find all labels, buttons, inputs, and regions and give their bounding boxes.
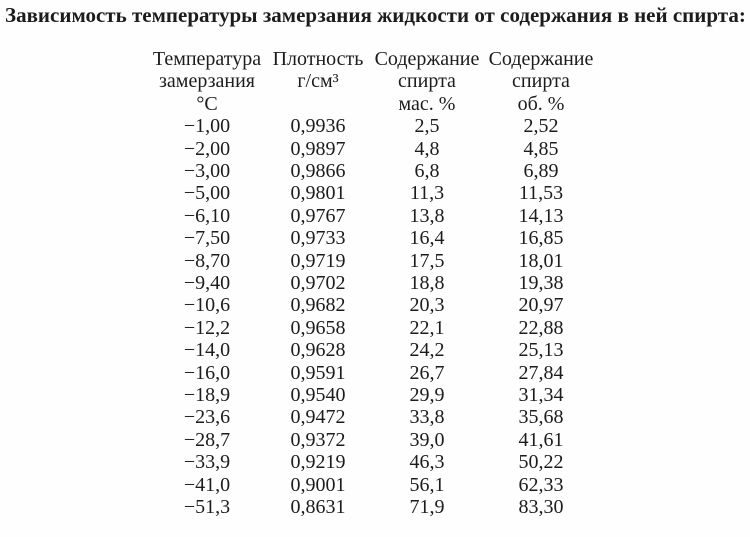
table-cell: −41,0 <box>183 473 231 496</box>
table-cell: −28,7 <box>183 428 231 451</box>
table-cell: 0,9897 <box>290 137 346 160</box>
table-cell: −18,9 <box>183 384 231 407</box>
table-cell: −1,00 <box>183 115 231 138</box>
table-cell: 6,8 <box>414 159 440 182</box>
table-cell: 0,9591 <box>290 361 346 384</box>
table-cell: 20,97 <box>518 294 564 317</box>
table-row <box>150 384 600 406</box>
table-cell: 56,1 <box>409 473 445 496</box>
table-cell: 0,9702 <box>290 272 346 295</box>
table-cell: −14,0 <box>183 339 231 362</box>
table-row <box>150 182 600 204</box>
table-row <box>150 406 600 428</box>
header-line: Содержание <box>374 48 480 70</box>
table-cell: −2,00 <box>183 137 231 160</box>
table-cell: −5,00 <box>183 182 231 205</box>
table-cell: 11,53 <box>518 182 564 205</box>
table-cell: 0,9628 <box>290 339 346 362</box>
table-header <box>150 48 600 115</box>
table-cell: 62,33 <box>518 473 564 496</box>
header-line: Температура <box>152 48 262 70</box>
table-cell: 19,38 <box>518 272 564 295</box>
table-cell: −8,70 <box>183 249 231 272</box>
table-cell: −51,3 <box>183 496 231 519</box>
header-line: замерзания <box>159 70 255 93</box>
table-cell: 31,34 <box>518 384 564 407</box>
table-cell: 0,9001 <box>290 473 346 496</box>
table-header-row <box>150 48 600 115</box>
table-row <box>150 250 600 272</box>
table-cell: 16,85 <box>518 227 564 250</box>
table-row <box>150 496 600 518</box>
header-line: спирта <box>512 70 570 93</box>
table-cell: 33,8 <box>409 406 445 429</box>
table-cell: 4,8 <box>414 137 440 160</box>
table-cell: 39,0 <box>409 428 445 451</box>
header-line: °C <box>196 92 218 115</box>
table-cell: 24,2 <box>409 339 445 362</box>
table-cell: 0,9801 <box>290 182 346 205</box>
table-cell: 0,9540 <box>290 384 346 407</box>
table-row <box>150 362 600 384</box>
table-cell: 2,5 <box>414 115 440 138</box>
header-line: Содержание <box>488 48 594 70</box>
header-line: об. % <box>517 92 565 115</box>
table-cell: −6,10 <box>183 204 231 227</box>
column-header-freezing-temperature <box>150 48 264 115</box>
table-cell: 35,68 <box>518 406 564 429</box>
table-cell: 46,3 <box>409 451 445 474</box>
column-header-alcohol-mass-percent <box>372 48 482 115</box>
table-cell: 22,88 <box>518 316 564 339</box>
table-cell: 0,9733 <box>290 227 346 250</box>
table-cell: 20,3 <box>409 294 445 317</box>
table-cell: 13,8 <box>409 204 445 227</box>
table-row <box>150 429 600 451</box>
table-cell: 83,30 <box>518 496 564 519</box>
table-cell: 41,61 <box>518 428 564 451</box>
table-cell: 0,9936 <box>290 115 346 138</box>
table-cell: −23,6 <box>183 406 231 429</box>
table-cell: 6,89 <box>523 159 559 182</box>
table-cell: 0,8631 <box>290 496 346 519</box>
table-cell: 11,3 <box>409 182 445 205</box>
table-row <box>150 451 600 473</box>
table-cell: 0,9658 <box>290 316 346 339</box>
table-cell: −16,0 <box>183 361 231 384</box>
table-cell: 25,13 <box>518 339 564 362</box>
table-cell: −9,40 <box>183 272 231 295</box>
table-cell: 0,9219 <box>290 451 346 474</box>
table-cell: 4,85 <box>523 137 559 160</box>
table-cell: 0,9682 <box>290 294 346 317</box>
document-page <box>0 3 750 518</box>
table-row <box>150 317 600 339</box>
table-cell: 26,7 <box>409 361 445 384</box>
alcohol-freezing-table <box>150 48 600 518</box>
table-cell: 0,9767 <box>290 204 346 227</box>
table-cell: 0,9372 <box>290 428 346 451</box>
column-header-alcohol-volume-percent <box>482 48 600 115</box>
table-row <box>150 160 600 182</box>
header-line: спирта <box>398 70 456 93</box>
table-row <box>150 294 600 316</box>
table-cell: 0,9472 <box>290 406 346 429</box>
table-cell: 27,84 <box>518 361 564 384</box>
table-row <box>150 227 600 249</box>
table-cell: 16,4 <box>409 227 445 250</box>
table-cell: −10,6 <box>183 294 231 317</box>
column-header-density <box>264 48 372 115</box>
table-cell: 2,52 <box>523 115 559 138</box>
header-line: мас. % <box>398 92 456 115</box>
table-cell: −12,2 <box>183 316 231 339</box>
header-line: Плотность <box>272 48 364 70</box>
table-cell: 18,01 <box>518 249 564 272</box>
table-cell: 0,9866 <box>290 159 346 182</box>
table-cell: 29,9 <box>409 384 445 407</box>
table-cell: 50,22 <box>518 451 564 474</box>
table-cell: 14,13 <box>518 204 564 227</box>
table-body <box>150 115 600 518</box>
table-cell: 0,9719 <box>290 249 346 272</box>
table-cell: 17,5 <box>409 249 445 272</box>
table-cell: 18,8 <box>409 272 445 295</box>
table-cell: 71,9 <box>409 496 445 519</box>
table-cell: −33,9 <box>183 451 231 474</box>
table-row <box>150 205 600 227</box>
table-cell: 22,1 <box>409 316 445 339</box>
header-line: г/см³ <box>297 70 339 93</box>
header-line <box>264 93 372 115</box>
table-row <box>150 474 600 496</box>
table-row <box>150 115 600 137</box>
table-cell: −7,50 <box>183 227 231 250</box>
table-row <box>150 339 600 361</box>
table-row <box>150 138 600 160</box>
table-cell: −3,00 <box>183 159 231 182</box>
page-title: Зависимость температуры замерзания жидкости от содержания в ней спирта: <box>5 3 746 27</box>
table-row <box>150 272 600 294</box>
